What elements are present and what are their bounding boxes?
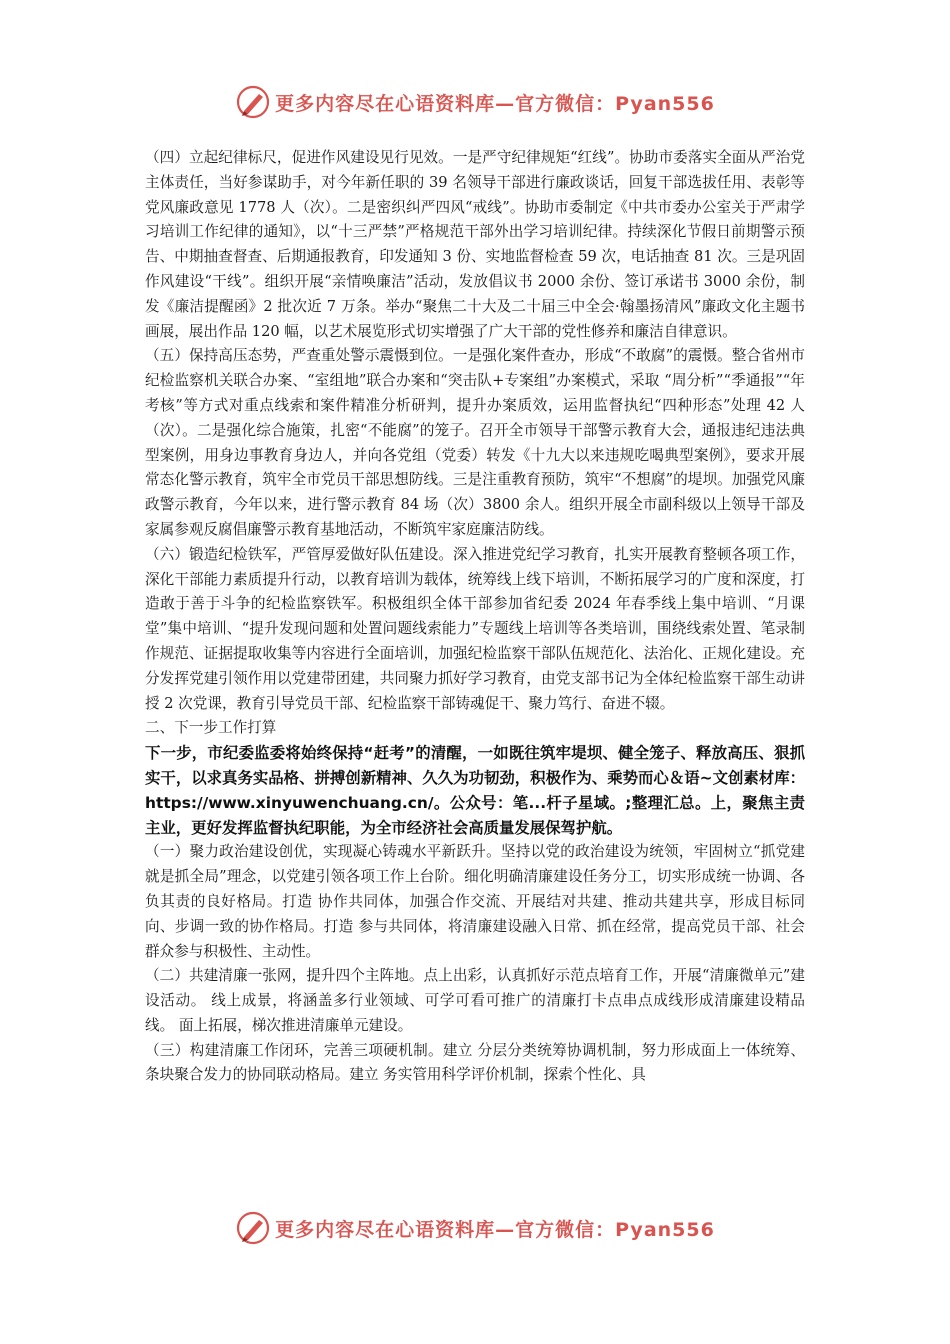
paragraph-4: （四）立起纪律标尺，促进作风建设见行见效。一是严守纪律规矩“红线”。协助市委落实全面从严治党主体责任，当好参谋助手，对今年新任职的 39 名领导干部进行廉政谈话，回复干部选拔任用、表彰等党风廉政意见 1778 人（次）。二是密织纠严四风“戒线”。协助市委制定《中共市委办公室关于严肃学习培训工作纪律的通知》，以“十三严禁”严格规范干部外出学习培训纪律。持续深化节假日前期警示预告、中期抽查督查、后期通报教育，印发通知 3 份、实地监督检查 59 次，电话抽查 81 次。三是巩固作风建设“干线”。组织开展“亲情唤廉洁”活动，发放倡议书 2000 余份、签订承诺书 3000 余份，制发《廉洁提醒函》2 批次近 7 万条。举办“聚焦二十大及二十届三中全会·翰墨扬清风”廉政文化主题书画展，展出作品 120 幅，以艺术展览形式切实增强了广大干部的党性修养和廉洁自律意识。	[145, 149, 805, 340]
plan-paragraph-3: （三）构建清廉工作闭环，完善三项硬机制。建立 分层分类统筹协调机制，努力形成面上一体统筹、条块聚合发力的协同联动格局。建立 务实管用科学评价机制，探索个性化、具	[145, 1041, 805, 1084]
header-banner-text: 更多内容尽在心语资料库—官方微信：Pyan556	[275, 92, 715, 115]
document-body	[145, 146, 805, 1088]
footer-banner-text: 更多内容尽在心语资料库—官方微信：Pyan556	[275, 1218, 715, 1241]
plan-paragraph-1: （一）聚力政治建设创优，实现凝心铸魂水平新跃升。坚持以党的政治建设为统领，牢固树立“抓党建就是抓全局”理念，以党建引领各项工作上台阶。细化明确清廉建设任务分工，切实形成统一协调、各负其责的良好格局。打造 协作共同体，加强合作交流、开展结对共建、推动共建共享，形成目标同向、步调一致的协作格局。打造 参与共同体，将清廉建设融入日常、抓在经常，提高党员干部、社会群众参与积极性、主动性。	[145, 843, 805, 960]
section-heading-next-steps: 二、下一步工作打算	[145, 719, 277, 737]
paragraph-5: （五）保持高压态势，严查重处警示震慑到位。一是强化案件查办，形成“不敢腐”的震慑。整合省州市纪检监察机关联合办案、“室组地”联合办案和“突击队+专案组”办案模式，采取 “周分析”“季通报”“年考核”等方式对重点线索和案件精准分析研判，提升办案质效，运用监督执纪“四种形态”处理 42 人（次）。二是强化综合施策，扎密“不能腐”的笼子。召开全市领导干部警示教育大会，通报违纪违法典型案例，用身边事教育身边人，并向各党组（党委）转发《十九大以来违规吃喝典型案例》，要求开展常态化警示教育，筑牢全市党员干部思想防线。三是注重教育预防，筑牢“不想腐”的堤坝。加强党风廉政警示教育，今年以来，进行警示教育 84 场（次）3800 余人。组织开展全市副科级以上领导干部及家属参观反腐倡廉警示教育基地活动，不断筑牢家庭廉洁防线。	[145, 347, 805, 538]
highlight-paragraph: 下一步，市纪委监委将始终保持“赶考”的清醒，一如既往筑牢堤坝、健全笼子、释放高压、狠抓实干，以求真务实品格、拼搏创新精神、久久为功韧劲，积极作为、乘势而心＆语~文创素材库：https://www.xinyuwenchuang.cn/。公众号：笔...杆子星域。;整理汇总。上，聚焦主责主业，更好发挥监督执纪职能，为全市经济社会高质量发展保驾护航。	[145, 744, 805, 837]
pen-logo-icon	[235, 1210, 271, 1246]
plan-paragraph-2: （二）共建清廉一张网，提升四个主阵地。点上出彩，认真抓好示范点培育工作，开展“清廉微单元”建设活动。 线上成景，将涵盖多行业领域、可学可看可推广的清廉打卡点串点成线形成清廉建设精品线。 面上拓展，梯次推进清廉单元建设。	[145, 967, 805, 1034]
footer-banner	[0, 1208, 950, 1248]
pen-logo-icon	[235, 84, 271, 120]
header-banner	[0, 82, 950, 122]
paragraph-6: （六）锻造纪检铁军，严管厚爱做好队伍建设。深入推进党纪学习教育，扎实开展教育整顿各项工作，深化干部能力素质提升行动，以教育培训为载体，统筹线上线下培训，不断拓展学习的广度和深度，打造敢于善于斗争的纪检监察铁军。积极组织全体干部参加省纪委 2024 年春季线上集中培训、“月课堂”集中培训、“提升发现问题和处置问题线索能力”专题线上培训等各类培训，围绕线索处置、笔录制作规范、证据提取收集等内容进行全面培训，加强纪检监察干部队伍规范化、法治化、正规化建设。充分发挥党建引领作用以党建带团建，共同聚力抓好学习教育，由党支部书记为全体纪检监察干部生动讲授 2 次党课，教育引导党员干部、纪检监察干部铸魂促干、聚力笃行、奋进不辍。	[145, 545, 805, 712]
